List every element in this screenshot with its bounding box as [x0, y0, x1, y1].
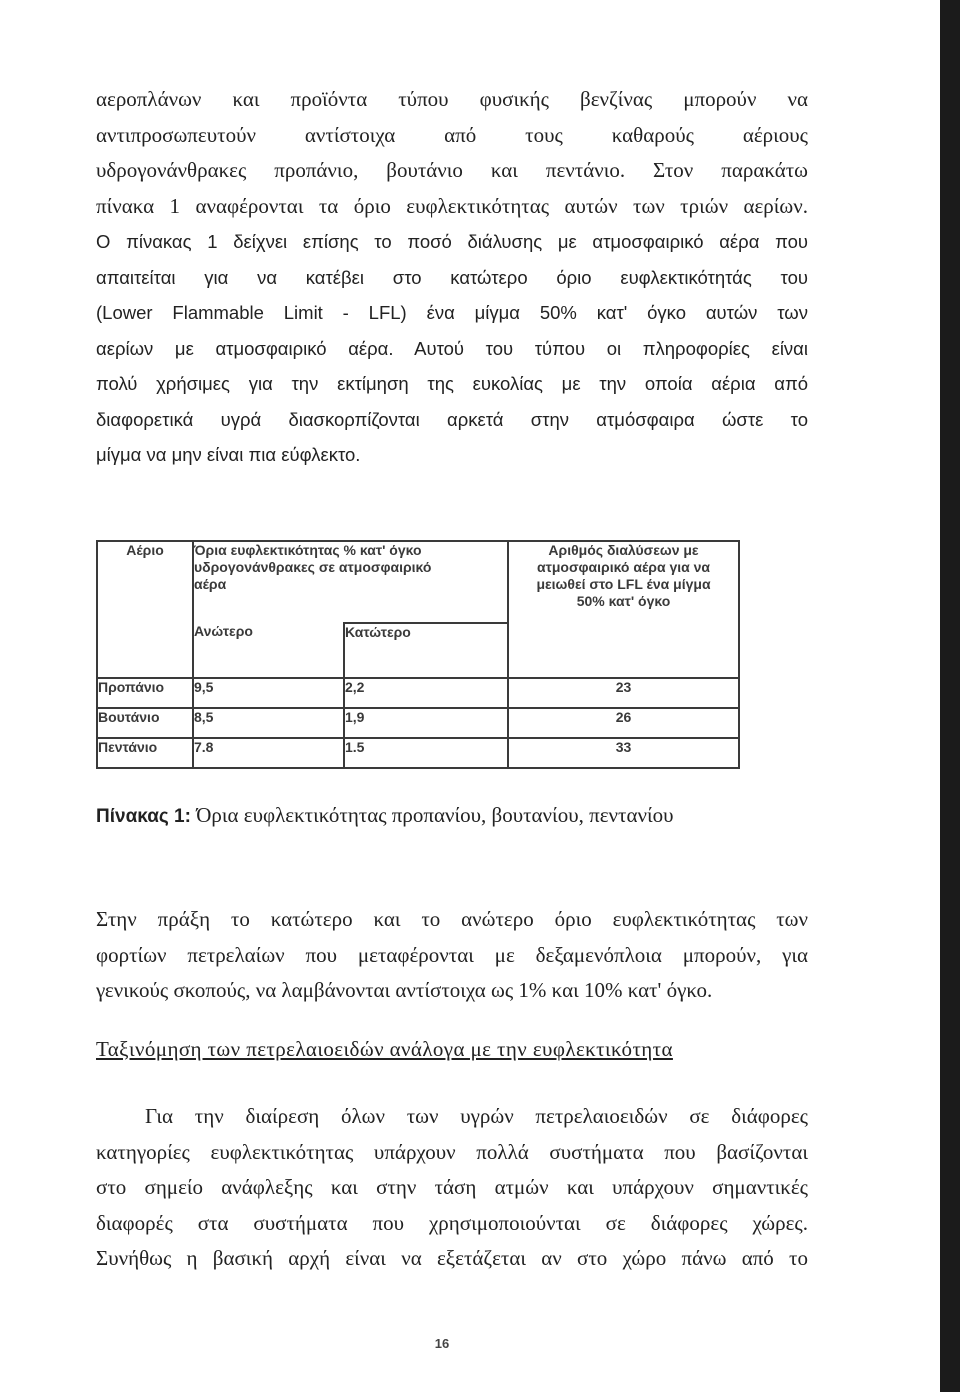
text-line: υδρογονάνθρακες προπάνιο, βουτάνιο και πεντάνιο. Στον παρακάτω	[96, 158, 808, 182]
text-line: (Lower Flammable Limit - LFL) ένα μίγμα 50% κατ' όγκο αυτών των	[96, 302, 808, 323]
header-line: αέρα	[194, 576, 227, 592]
text-line: διαφορές στα συστήματα που χρησιμοποιούνται σε διάφορες χώρες.	[96, 1210, 808, 1235]
cell-dilutions: 33	[508, 738, 739, 768]
text-line: πίνακα 1 αναφέρονται τα όριο ευφλεκτικότητας αυτών των τριών αερίων.	[96, 193, 808, 218]
cell-upper: 8,5	[193, 708, 344, 738]
text-line: Συνήθως η βασική αρχή είναι να εξετάζεται αν στο χώρο πάνω από το	[96, 1246, 808, 1270]
text-line: μίγμα να μην είναι πια εύφλεκτο.	[96, 444, 361, 465]
table-caption	[96, 798, 796, 833]
header-line: μειωθεί στο LFL ένα μίγμα	[536, 576, 711, 592]
header-upper: Ανώτερο	[193, 623, 344, 678]
text-line: Για την διαίρεση όλων των υγρών πετρελαιοειδών σε διάφορες	[145, 1104, 808, 1128]
text-line: απαιτείται για να κατέβει στο κατώτερο όριο ευφλεκτικότητάς του	[96, 266, 808, 288]
cell-dilutions: 26	[508, 708, 739, 738]
text-line: φορτίων πετρελαίων που μεταφέρονται με δεξαμενόπλοια μπορούν, για	[96, 942, 808, 967]
header-lower: Κατώτερο	[344, 623, 508, 678]
text-line: αντιπροσωπευτούν αντίστοιχα από τους καθαρούς αέριους	[96, 122, 808, 147]
cell-lower: 1,9	[344, 708, 508, 738]
header-flammability-limits	[193, 541, 508, 623]
text-line: κατηγορίες ευφλεκτικότητας υπάρχουν πολλά συστήματα που βασίζονται	[96, 1139, 808, 1164]
page-number: 16	[434, 1336, 450, 1351]
cell-gas: Προπάνιο	[97, 678, 193, 708]
header-dilutions	[508, 541, 739, 678]
table-row	[97, 738, 739, 768]
caption-label: Πίνακας 1:	[96, 806, 191, 827]
table-header-row	[97, 541, 739, 623]
cell-upper: 7.8	[193, 738, 344, 768]
text-line: πολύ χρήσιμες για την εκτίμηση της ευκολίας με την οποία αέρια από	[96, 373, 808, 394]
cell-lower: 1.5	[344, 738, 508, 768]
cell-gas: Βουτάνιο	[97, 708, 193, 738]
header-gas: Αέριο	[97, 541, 193, 678]
text-line: αεροπλάνων και προϊόντα τύπου φυσικής βενζίνας μπορούν να	[96, 87, 808, 111]
data-table	[96, 540, 740, 769]
cell-upper: 9,5	[193, 678, 344, 708]
caption-text: Όρια ευφλεκτικότητας προπανίου, βουτανίου, πεντανίου	[190, 803, 674, 827]
table-row	[97, 678, 739, 708]
text-line: αερίων με ατμοσφαιρικό αέρα. Αυτού του τύπου οι πληροφορίες είναι	[96, 337, 808, 359]
header-line: υδρογονάνθρακες σε ατμοσφαιρικό	[194, 559, 432, 575]
header-line: ατμοσφαιρικό αέρα για να	[536, 559, 711, 575]
scan-border	[940, 0, 960, 1392]
text-line: Στην πράξη το κατώτερο και το ανώτερο όριο ευφλεκτικότητας των	[96, 907, 808, 931]
practice-paragraph	[96, 902, 808, 1009]
table-row	[97, 708, 739, 738]
cell-gas: Πεντάνιο	[97, 738, 193, 768]
text-line: γενικούς σκοπούς, να λαμβάνονται αντίστοιχα ως 1% και 10% κατ' όγκο.	[96, 978, 713, 1002]
cell-dilutions: 23	[508, 678, 739, 708]
intro-paragraph	[96, 82, 808, 473]
text-line: διαφορετικά υγρά διασκορπίζονται αρκετά στην ατμόσφαιρα ώστε το	[96, 408, 808, 430]
header-line: Όρια ευφλεκτικότητας % κατ' όγκο	[194, 542, 422, 558]
section-paragraph	[96, 1099, 808, 1277]
text-line: στο σημείο ανάφλεξης και στην τάση ατμών και υπάρχουν σημαντικές	[96, 1175, 808, 1199]
flammability-table	[96, 540, 738, 769]
header-line: 50% κατ' όγκο	[576, 593, 671, 609]
section-heading: Ταξινόμηση των πετρελαιοειδών ανάλογα με την ευφλεκτικότητα	[96, 1037, 673, 1061]
text-line: Ο πίνακας 1 δείχνει επίσης το ποσό διάλυσης με ατμοσφαιρικό αέρα που	[96, 231, 808, 252]
header-line: Αριθμός διαλύσεων με	[548, 542, 699, 558]
cell-lower: 2,2	[344, 678, 508, 708]
